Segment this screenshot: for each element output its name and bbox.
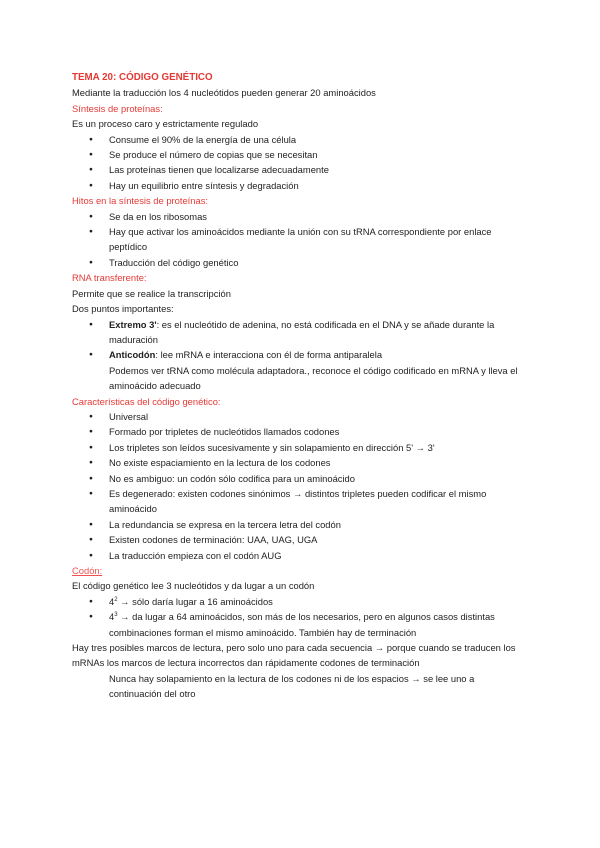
section-text-sintesis: Es un proceso caro y estrictamente regulado	[72, 118, 259, 130]
power-desc: → sólo daría lugar a 16 aminoácidos	[117, 595, 273, 607]
list-hitos	[72, 209, 528, 271]
list-item: ● Hay que activar los aminoácidos mediante la unión con su tRNA correspondiente por enlace peptídico	[72, 224, 528, 255]
section-heading-codon: Codón:	[72, 565, 103, 576]
section-text-rna-1: Permite que se realice la transcripción	[72, 287, 231, 299]
section-heading-sintesis: Síntesis de proteínas:	[72, 102, 163, 114]
power-base: 4	[109, 595, 115, 607]
list-caracteristicas	[72, 409, 528, 563]
term-anticodon: Anticodón	[109, 349, 156, 361]
document-body	[72, 70, 528, 702]
section-heading-hitos: Hitos en la síntesis de proteínas:	[72, 195, 209, 207]
list-item: ● Existen codones de terminación: UAA, UAG, UGA	[72, 532, 528, 547]
list-item: ● Traducción del código genético	[72, 255, 528, 270]
list-item	[72, 317, 528, 348]
power-base: 4	[109, 611, 115, 623]
list-item: ● Las proteínas tienen que localizarse adecuadamente	[72, 162, 528, 177]
list-item	[72, 347, 528, 393]
list-item: ● Formado por tripletes de nucleótidos llamados codones	[72, 424, 528, 439]
power-desc: → da lugar a 64 aminoácidos, son más de los necesarios, pero en algunos casos distintas combinaciones forman el mismo aminoácido. También hay de terminación	[109, 611, 495, 638]
section-heading-rna: RNA transferente:	[72, 272, 147, 284]
list-item: ● Se produce el número de copias que se necesitan	[72, 147, 528, 162]
list-item: ● Se da en los ribosomas	[72, 209, 528, 224]
term-extremo: Extremo 3'	[109, 318, 157, 330]
term-anticodon-desc: : lee mRNA e interacciona con él de forma antiparalela	[155, 349, 383, 361]
intro-text: Mediante la traducción los 4 nucleótidos pueden generar 20 aminoácidos	[72, 87, 376, 99]
list-item: ● Los tripletes son leídos sucesivamente y sin solapamiento en dirección 5' → 3'	[72, 440, 528, 455]
page-title: TEMA 20: CÓDIGO GENÉTICO	[72, 72, 213, 83]
list-item: ● La traducción empieza con el codón AUG	[72, 548, 528, 563]
list-sintesis	[72, 132, 528, 194]
solapamiento-paragraph: Nunca hay solapamiento en la lectura de los codones ni de los espacios → se lee uno a continuación del otro	[109, 672, 475, 700]
list-item: ● Universal	[72, 409, 528, 424]
term-extremo-desc: : es el nucleótido de adenina, no está codificada en el DNA y se añade durante la maduración	[109, 318, 495, 345]
list-item: ● Es degenerado: existen codones sinónimos → distintos tripletes pueden codificar el mismo aminoácido	[72, 486, 528, 517]
list-item	[72, 609, 528, 640]
list-item: ● Hay un equilibrio entre síntesis y degradación	[72, 178, 528, 193]
section-text-rna-2: Dos puntos importantes:	[72, 303, 174, 315]
list-rna	[72, 317, 528, 394]
power-exponent: 3	[114, 612, 118, 619]
list-item: ● La redundancia se expresa en la tercera letra del codón	[72, 517, 528, 532]
list-item: ● Consume el 90% de la energía de una célula	[72, 132, 528, 147]
power-exponent: 2	[114, 596, 118, 603]
list-item: ● No es ambiguo: un codón sólo codifica para un aminoácido	[72, 471, 528, 486]
list-codon	[72, 594, 528, 640]
term-anticodon-extra: Podemos ver tRNA como molécula adaptadora., reconoce el código codificado en mRNA y lleva el aminoácido adecuado	[109, 364, 518, 392]
section-text-codon: El código genético lee 3 nucleótidos y da lugar a un codón	[72, 580, 315, 592]
marcos-paragraph: Hay tres posibles marcos de lectura, pero solo uno para cada secuencia → porque cuando se traducen los mRNAs los marcos de lectura incorrectos dan rápidamente codones de terminación	[72, 642, 516, 669]
list-item: ● No existe espaciamiento en la lectura de los codones	[72, 455, 528, 470]
list-item	[72, 594, 528, 609]
section-heading-caracteristicas: Características del código genético:	[72, 395, 221, 407]
